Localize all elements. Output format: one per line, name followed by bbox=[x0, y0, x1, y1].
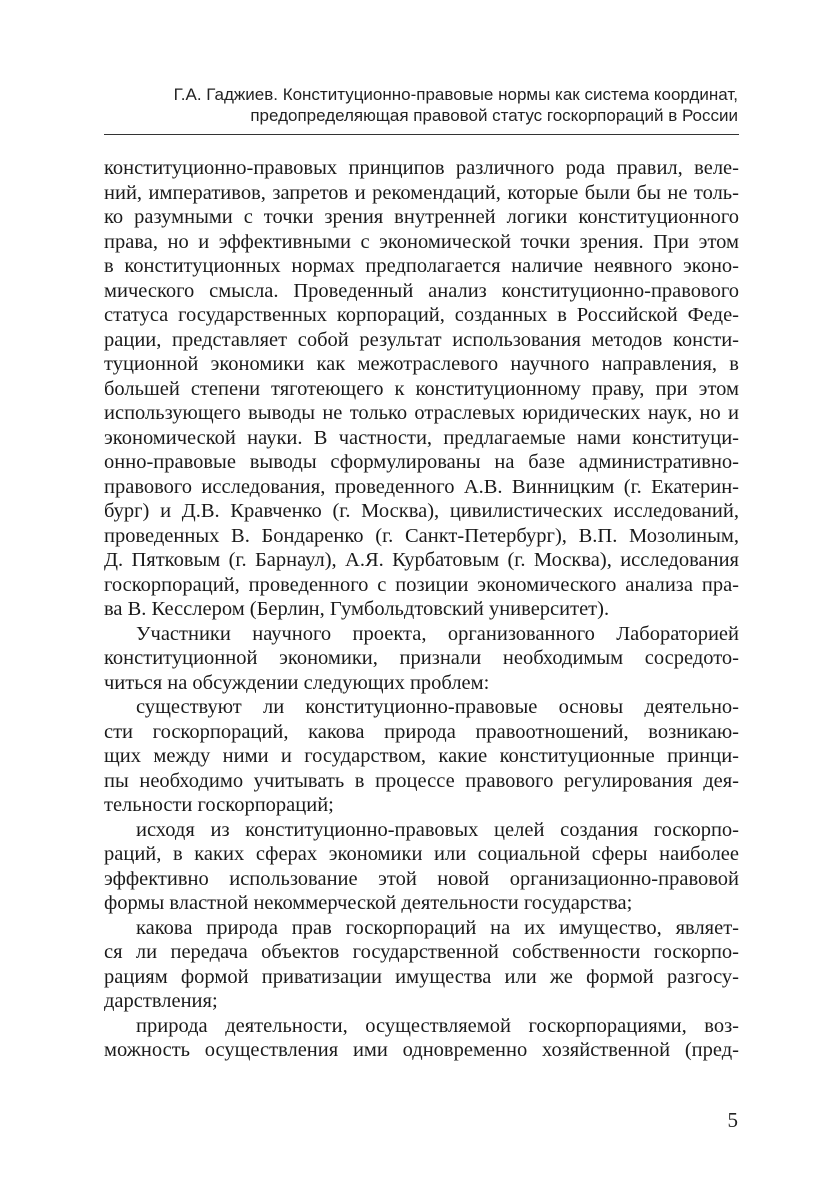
text-line: исходя из конституционно-правовых целей создания госкорпо- bbox=[136, 818, 739, 841]
text-line: формы властной некоммерческой деятельности государства; bbox=[104, 892, 633, 914]
text-line: рациям формой приватизации имущества или же формой разгосу- bbox=[104, 965, 739, 988]
text-line: можность осуществления ими одновременно хозяйственной (пред- bbox=[104, 1039, 739, 1061]
text-line: проведенных В. Бондаренко (г. Санкт-Петербург), В.П. Мозолиным, bbox=[104, 524, 739, 547]
text-line: Д. Пятковым (г. Барнаул), А.Я. Курбатовым (г. Москва), исследования bbox=[104, 549, 739, 571]
body-text bbox=[104, 156, 739, 1063]
text-line: эффективно использование этой новой организационно-правовой bbox=[104, 867, 739, 890]
text-line: бург) и Д.В. Кравченко (г. Москва), цивилистических исследований, bbox=[104, 500, 739, 522]
text-line: онно-правовые выводы сформулированы на базе административно- bbox=[104, 451, 739, 473]
text-line: природа деятельности, осуществляемой госкорпорациями, воз- bbox=[136, 1014, 739, 1037]
text-line: читься на обсуждении следующих проблем: bbox=[104, 671, 490, 694]
page-number: 5 bbox=[727, 1108, 738, 1132]
text-line: конституционно-правовых принципов различного рода правил, веле- bbox=[104, 157, 739, 179]
text-line: в конституционных нормах предполагается наличие неявного эконо- bbox=[104, 255, 739, 277]
text-line: сти госкорпораций, какова природа правоотношений, возникаю- bbox=[104, 720, 739, 743]
text-line: использующего выводы не только отраслевых юридических наук, но и bbox=[104, 402, 739, 424]
running-header bbox=[98, 84, 738, 126]
text-line: дарствления; bbox=[104, 990, 218, 1012]
text-line: статуса государственных корпораций, созданных в Российской Феде- bbox=[104, 304, 739, 326]
text-line: ся ли передача объектов государственной собственности госкорпо- bbox=[104, 941, 739, 963]
text-line: правового исследования, проведенного А.В. Винницким (г. Екатерин- bbox=[104, 475, 739, 498]
text-line: раций, в каких сферах экономики или социальной сферы наиболее bbox=[104, 843, 739, 865]
text-line: существуют ли конституционно-правовые основы деятельно- bbox=[136, 696, 739, 718]
text-line: тельности госкорпораций; bbox=[104, 794, 334, 816]
text-line: большей степени тяготеющего к конституционному праву, при этом bbox=[104, 377, 739, 400]
text-line: ва В. Кесслером (Берлин, Гумбольдтовский университет). bbox=[104, 598, 610, 620]
text-line: рации, представляет собой результат использования методов консти- bbox=[104, 328, 739, 351]
text-line: пы необходимо учитывать в процессе правового регулирования дея- bbox=[104, 769, 739, 792]
text-line: госкорпораций, проведенного с позиции экономического анализа пра- bbox=[104, 573, 739, 596]
text-line: ко разумными с точки зрения внутренней логики конституционного bbox=[104, 206, 739, 228]
text-line: щих между ними и государством, какие конституционные принци- bbox=[104, 745, 739, 767]
header-rule bbox=[104, 134, 739, 135]
text-line: Участники научного проекта, организованного Лабораторией bbox=[136, 622, 739, 645]
text-line: туционной экономики как межотраслевого научного направления, в bbox=[104, 353, 739, 375]
text-line: конституционной экономики, признали необходимым сосредото- bbox=[104, 647, 739, 669]
text-line: мического смысла. Проведенный анализ конституционно-правового bbox=[104, 279, 739, 302]
running-header-line-1: Г.А. Гаджиев. Конституционно-правовые нормы как система координат, bbox=[173, 85, 738, 104]
text-line: какова природа прав госкорпораций на их имущество, являет- bbox=[136, 916, 739, 939]
text-line: права, но и эффективными с экономической точки зрения. При этом bbox=[104, 230, 739, 253]
text-line: ний, императивов, запретов и рекомендаций, которые были бы не толь- bbox=[104, 181, 739, 204]
running-header-line-2: предопределяющая правовой статус госкорпораций в России bbox=[250, 106, 738, 125]
text-line: экономической науки. В частности, предлагаемые нами конституци- bbox=[104, 426, 739, 449]
